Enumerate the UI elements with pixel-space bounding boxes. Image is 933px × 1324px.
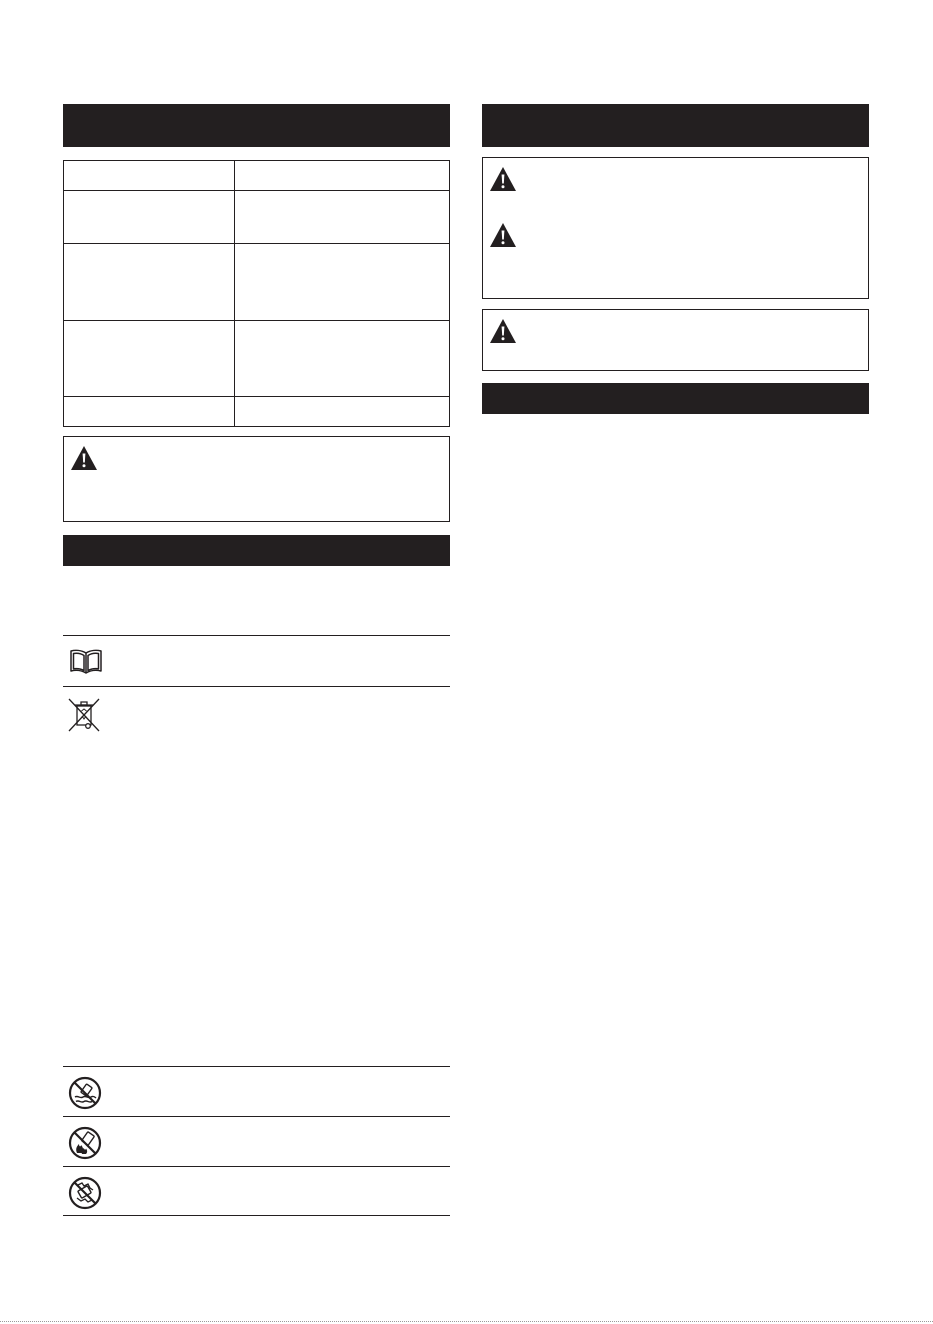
left-section-bar (63, 535, 450, 566)
left-warning-box (63, 436, 450, 522)
warning-triangle-icon (70, 445, 98, 471)
symbol-row-divider (63, 635, 450, 636)
spec-table-row-divider (64, 243, 449, 244)
spec-table-row-divider (64, 320, 449, 321)
right-header-bar (482, 104, 869, 147)
spec-table-column-divider (234, 161, 235, 426)
right-warning-box-2 (482, 309, 869, 371)
symbol-row-divider (63, 1066, 450, 1067)
symbol-row-divider (63, 686, 450, 687)
warning-triangle-icon (489, 166, 517, 192)
symbol-row-divider (63, 1116, 450, 1117)
right-warning-box-1 (482, 157, 869, 299)
right-section-bar (482, 383, 869, 414)
spec-table-row-divider (64, 190, 449, 191)
symbol-row-divider (63, 1166, 450, 1167)
warning-triangle-icon (489, 222, 517, 248)
no-crushing-icon (68, 1176, 102, 1210)
left-header-bar (63, 104, 450, 147)
warning-triangle-icon (489, 318, 517, 344)
read-manual-book-icon (69, 648, 103, 676)
page-bottom-edge (0, 1321, 933, 1322)
spec-table-row-divider (64, 396, 449, 397)
spec-table (63, 160, 450, 427)
symbol-row-divider (63, 1215, 450, 1216)
no-fire-exposure-icon (68, 1126, 102, 1160)
no-water-exposure-icon (68, 1076, 102, 1110)
crossed-out-wheeled-bin-icon (67, 697, 101, 733)
